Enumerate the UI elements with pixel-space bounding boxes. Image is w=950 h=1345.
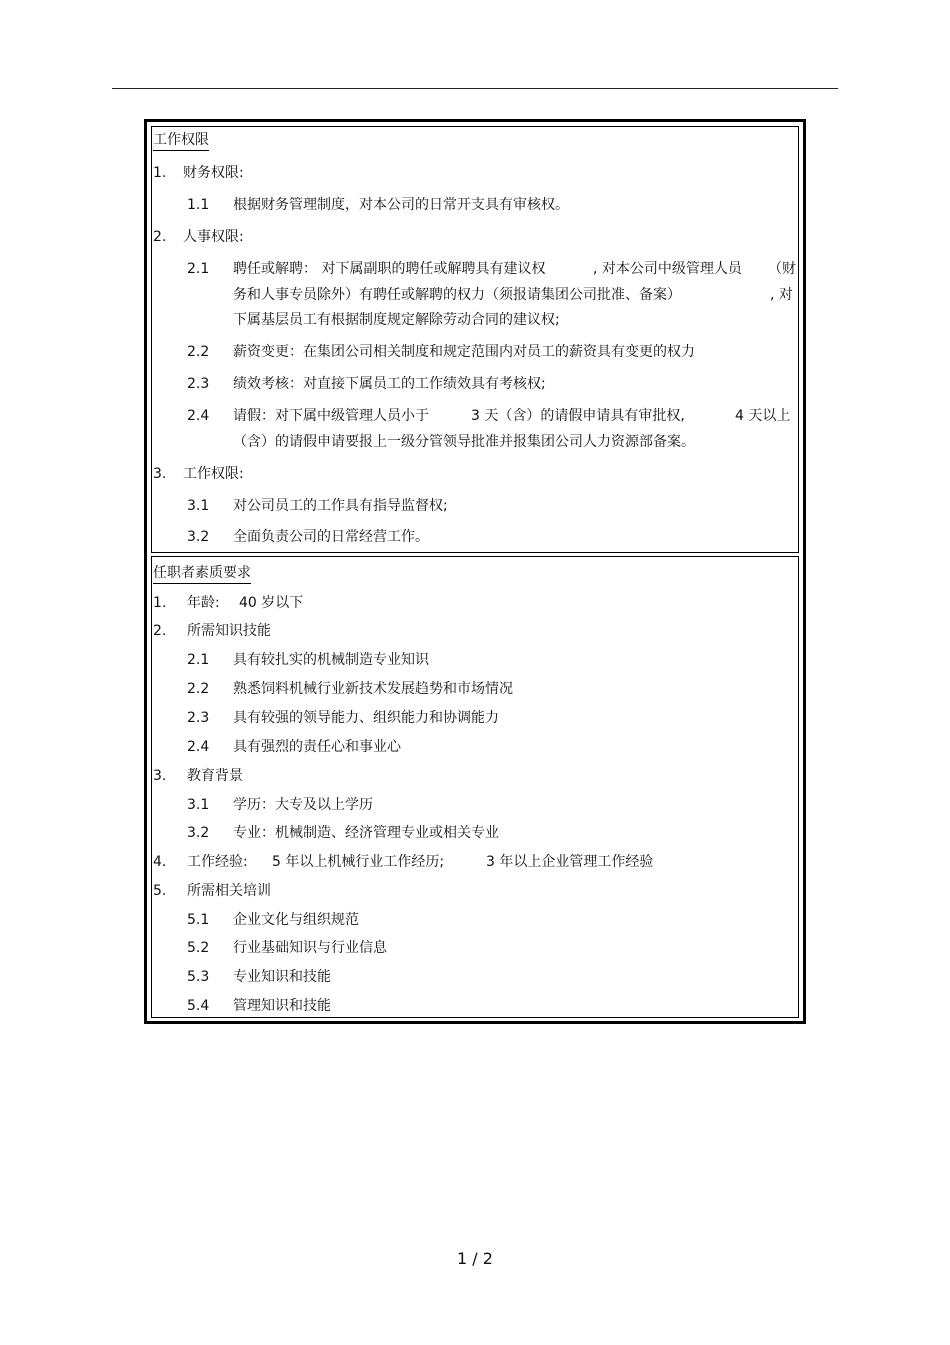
item-text: 务和人事专员除外）有聘任或解聘的权力（须报请集团公司批准、备案） [233, 287, 681, 303]
item-text: 聘任或解聘： 对下属副职的聘任或解聘具有建议权 [233, 261, 546, 277]
item-number: 3.2 [187, 529, 210, 545]
item-text: （财 [768, 261, 796, 277]
item-text: 全面负责公司的日常经营工作。 [233, 529, 429, 545]
item-number: 5.2 [187, 940, 210, 956]
item-number: 3.1 [187, 797, 210, 813]
item-number: 3. [153, 466, 167, 482]
item-text: 所需知识技能 [187, 623, 271, 639]
item-number: 2.4 [187, 739, 210, 755]
item-number: 3. [153, 768, 167, 784]
item-text: 40 岁以下 [239, 595, 304, 611]
item-number: 1.1 [187, 197, 210, 213]
item-text: 5 年以上机械行业工作经历; [272, 854, 445, 870]
item-number: 2.4 [187, 408, 210, 424]
item-text: , 对本公司中级管理人员 [593, 261, 742, 277]
item-text: （含）的请假申请要报上一级分管领导批准并报集团公司人力资源部备案。 [233, 434, 695, 450]
item-text: 绩效考核：对直接下属员工的工作绩效具有考核权; [233, 376, 546, 392]
item-text: 下属基层员工有根据制度规定解除劳动合同的建议权; [233, 312, 560, 328]
item-text: 具有较强的领导能力、组织能力和协调能力 [233, 710, 499, 726]
item-text: 年龄: [187, 595, 220, 611]
item-text: 熟悉饲料机械行业新技术发展趋势和市场情况 [233, 681, 513, 697]
item-number: 5. [153, 883, 167, 899]
item-text: 具有较扎实的机械制造专业知识 [233, 652, 429, 668]
item-number: 2. [153, 623, 167, 639]
item-text: 具有强烈的责任心和事业心 [233, 739, 401, 755]
section-title: 任职者素质要求 [153, 564, 251, 584]
item-number: 2.2 [187, 344, 210, 360]
item-number: 2.2 [187, 681, 210, 697]
item-number: 5.4 [187, 998, 210, 1014]
item-number: 2. [153, 229, 167, 245]
item-number: 5.1 [187, 912, 210, 928]
item-number: 2.1 [187, 261, 210, 277]
item-number: 3.2 [187, 825, 210, 841]
header-rule [112, 88, 838, 89]
item-text: 请假：对下属中级管理人员小于 [233, 408, 429, 424]
item-text: 薪资变更：在集团公司相关制度和规定范围内对员工的薪资具有变更的权力 [233, 344, 695, 360]
item-number: 5.3 [187, 969, 210, 985]
item-number: 2.3 [187, 376, 210, 392]
section-title: 工作权限 [153, 131, 209, 151]
item-text: 3 年以上企业管理工作经验 [486, 854, 654, 870]
item-text: 专业知识和技能 [233, 969, 331, 985]
item-text: 教育背景 [187, 768, 243, 784]
item-text: 根据财务管理制度，对本公司的日常开支具有审核权。 [233, 197, 569, 213]
section-work-authority [151, 126, 799, 553]
item-number: 4. [153, 854, 167, 870]
item-text: 所需相关培训 [187, 883, 271, 899]
item-number: 2.3 [187, 710, 210, 726]
item-text: 3 天（含）的请假申请具有审批权, [471, 408, 685, 424]
item-text: 人事权限: [183, 229, 244, 245]
item-text: 专业：机械制造、经济管理专业或相关专业 [233, 825, 499, 841]
item-text: 对公司员工的工作具有指导监督权; [233, 498, 448, 514]
item-number: 2.1 [187, 652, 210, 668]
item-text: 工作权限: [183, 466, 244, 482]
item-text: , 对 [770, 287, 793, 303]
item-text: 学历：大专及以上学历 [233, 797, 373, 813]
page-number: 1 / 2 [457, 1249, 493, 1268]
item-text: 行业基础知识与行业信息 [233, 940, 387, 956]
item-text: 管理知识和技能 [233, 998, 331, 1014]
item-text: 财务权限: [183, 165, 244, 181]
item-number: 1. [153, 165, 167, 181]
item-text: 工作经验: [187, 854, 248, 870]
item-number: 1. [153, 595, 167, 611]
item-number: 3.1 [187, 498, 210, 514]
item-text: 企业文化与组织规范 [233, 912, 359, 928]
item-text: 4 天以上 [735, 408, 791, 424]
